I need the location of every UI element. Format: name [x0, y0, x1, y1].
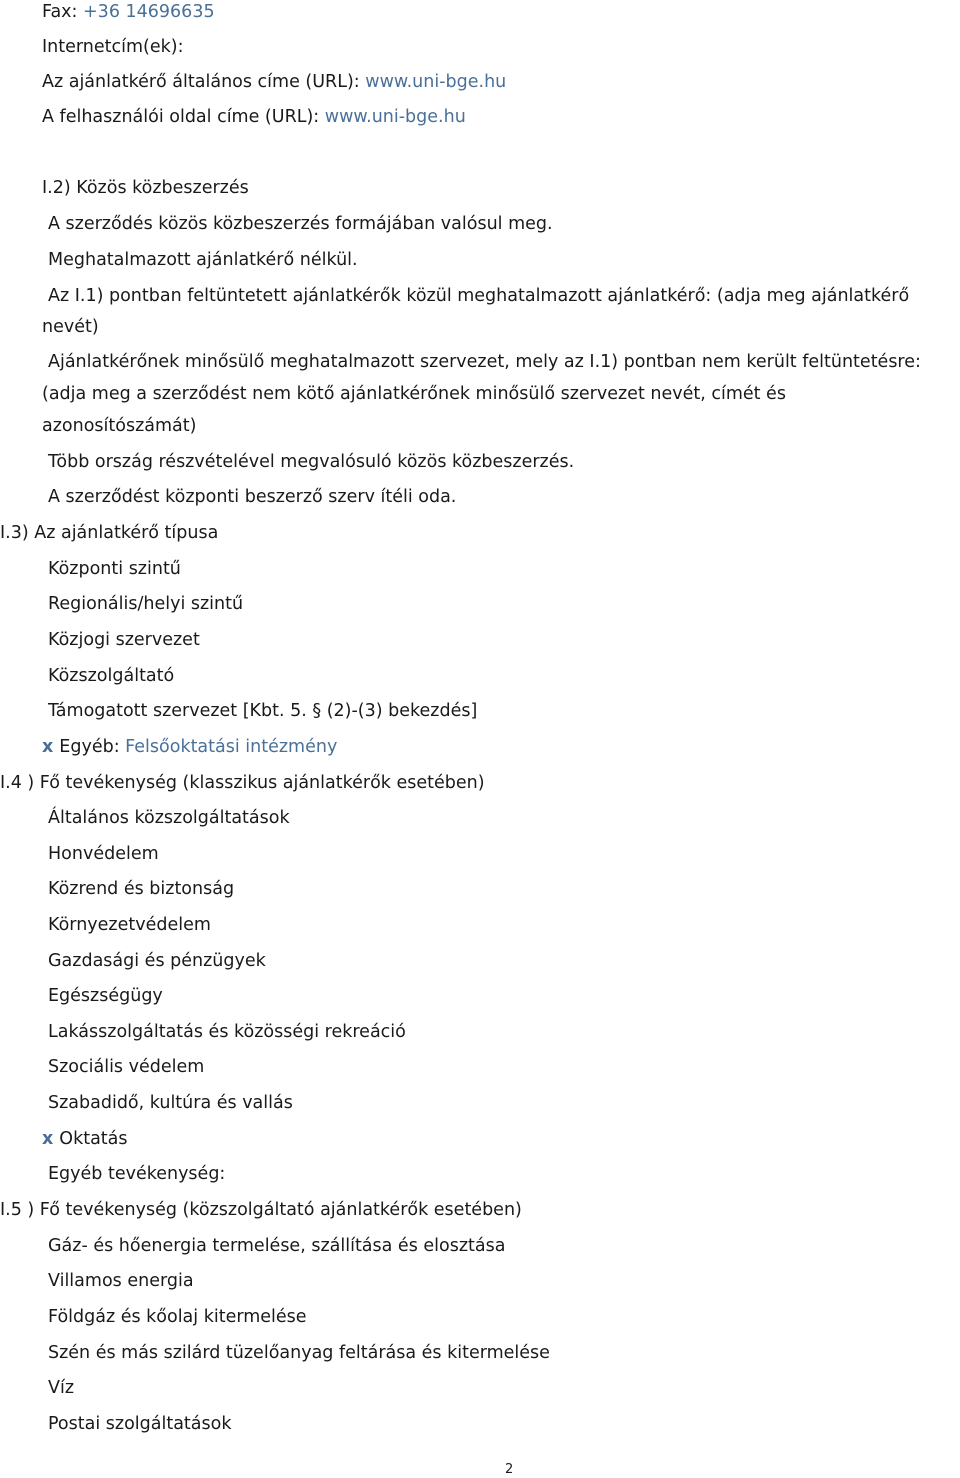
utility-option: Gáz- és hőenergia termelése, szállítása és elosztása: [48, 1236, 506, 1256]
activity-option: Lakásszolgáltatás és közösségi rekreáció: [48, 1022, 406, 1042]
activity-option: Általános közszolgáltatások: [48, 808, 290, 828]
activity-option-selected: [42, 1127, 128, 1151]
activity-option: Honvédelem: [48, 844, 159, 864]
activity-option: Gazdasági és pénzügyek: [48, 951, 266, 971]
selected-activity: Oktatás: [59, 1129, 128, 1149]
general-url-link[interactable]: www.uni-bge.hu: [365, 72, 507, 92]
type-option: Közszolgáltató: [48, 666, 175, 686]
activity-option: Közrend és biztonság: [48, 879, 235, 899]
utility-option: Villamos energia: [48, 1271, 194, 1291]
type-option-other: [42, 735, 337, 759]
activity-option: Szabadidő, kultúra és vallás: [48, 1093, 293, 1113]
type-option: Regionális/helyi szintű: [48, 594, 244, 614]
section-heading-type: I.3) Az ajánlatkérő típusa: [0, 523, 219, 543]
selected-mark: x: [42, 1129, 54, 1149]
joint-option: Több ország részvételével megvalósuló közös közbeszerzés.: [48, 452, 575, 472]
general-url-line: [42, 70, 506, 94]
joint-option: A szerződést központi beszerző szerv ítéli oda.: [48, 487, 457, 507]
utility-option: Víz: [48, 1378, 75, 1398]
activity-option: Egyéb tevékenység:: [48, 1164, 226, 1184]
section-heading-activity-utility: I.5 ) Fő tevékenység (közszolgáltató ajánlatkérők esetében): [0, 1200, 522, 1220]
utility-option: Földgáz és kőolaj kitermelése: [48, 1307, 307, 1327]
fax-value: +36 14696635: [83, 2, 215, 22]
activity-option: Környezetvédelem: [48, 915, 211, 935]
other-label: Egyéb:: [59, 737, 120, 757]
fax-line: [42, 0, 215, 24]
joint-option: Meghatalmazott ajánlatkérő nélkül.: [48, 250, 358, 270]
joint-option: A szerződés közös közbeszerzés formájában valósul meg.: [48, 214, 553, 234]
type-option: Közjogi szervezet: [48, 630, 200, 650]
joint-option-cont: nevét): [42, 317, 99, 337]
page-number: 2: [505, 1462, 514, 1477]
buyer-url-line: [42, 105, 466, 129]
buyer-url-label: A felhasználói oldal címe (URL):: [42, 107, 320, 127]
section-heading-activity-classic: I.4 ) Fő tevékenység (klasszikus ajánlatkérők esetében): [0, 773, 485, 793]
other-value: Felsőoktatási intézmény: [125, 737, 338, 757]
type-option: Támogatott szervezet [Kbt. 5. § (2)-(3) bekezdés]: [48, 701, 478, 721]
buyer-url-link[interactable]: www.uni-bge.hu: [324, 107, 466, 127]
type-option: Központi szintű: [48, 559, 181, 579]
utility-option: Postai szolgáltatások: [48, 1414, 232, 1434]
selected-mark: x: [42, 737, 54, 757]
joint-option-cont: azonosítószámát): [42, 416, 197, 436]
section-heading-joint: I.2) Közös közbeszerzés: [42, 178, 249, 198]
utility-option: Szén és más szilárd tüzelőanyag feltárása és kitermelése: [48, 1343, 550, 1363]
activity-option: Egészségügy: [48, 986, 163, 1006]
joint-option-cont: (adja meg a szerződést nem kötő ajánlatkérőnek minősülő szervezet nevét, címét és: [42, 384, 786, 404]
joint-option: Ajánlatkérőnek minősülő meghatalmazott szervezet, mely az I.1) pontban nem került feltüntetésre:: [48, 352, 921, 372]
general-url-label: Az ajánlatkérő általános címe (URL):: [42, 72, 360, 92]
activity-option: Szociális védelem: [48, 1057, 205, 1077]
joint-option: Az I.1) pontban feltüntetett ajánlatkérők közül meghatalmazott ajánlatkérő: (adja meg ajánlatkérő: [48, 286, 910, 306]
internet-label: Internetcím(ek):: [42, 37, 184, 57]
fax-label: Fax:: [42, 2, 78, 22]
